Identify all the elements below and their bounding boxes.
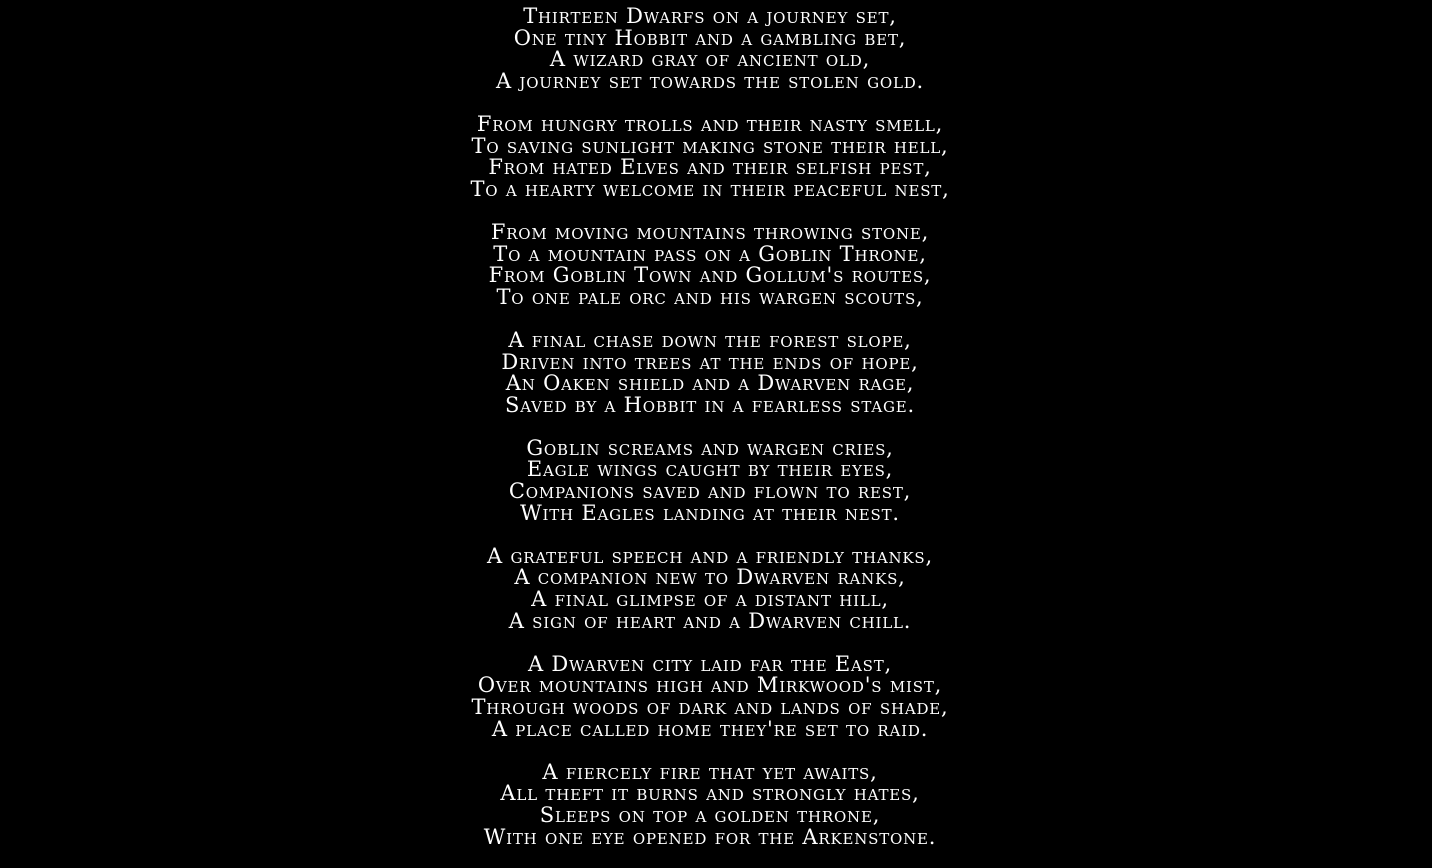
stanza-5: [0, 435, 1420, 525]
stanza-8: [0, 759, 1420, 849]
poem-line: With Eagles landing at their nest.: [520, 500, 900, 525]
poem-line: A sign of heart and a Dwarven chill.: [508, 608, 912, 633]
poem-line: A final chase down the forest slope,: [508, 327, 912, 352]
poem-line: A grateful speech and a friendly thanks,: [487, 543, 933, 568]
stanza-2: [0, 111, 1420, 201]
poem-line: Sleeps on top a golden throne,: [539, 802, 881, 827]
poem-line: To saving sunlight making stone their hell,: [471, 133, 949, 158]
poem-line: A fiercely fire that yet awaits,: [542, 759, 878, 784]
poem-line: Saved by a Hobbit in a fearless stage.: [505, 392, 915, 417]
poem-line: A final glimpse of a distant hill,: [531, 587, 889, 612]
poem-line: One tiny Hobbit and a gambling bet,: [513, 25, 907, 50]
poem-line: Driven into trees at the ends of hope,: [501, 349, 919, 374]
poem-line: Thirteen Dwarfs on a journey set,: [523, 4, 897, 28]
poem-line: From hungry trolls and their nasty smell,: [476, 111, 944, 136]
poem-line: An Oaken shield and a Dwarven rage,: [505, 371, 915, 396]
poem-line: Eagle wings caught by their eyes,: [526, 457, 894, 482]
poem-line: Over mountains high and Mirkwood's mist,: [477, 673, 943, 698]
poem-line: A journey set towards the stolen gold.: [495, 68, 925, 93]
poem-line: All theft it burns and strongly hates,: [500, 781, 920, 806]
poem-line: A Dwarven city laid far the East,: [527, 651, 893, 676]
poem-line: To a mountain pass on a Goblin Throne,: [493, 241, 927, 266]
poem-line: Through woods of dark and lands of shade,: [471, 695, 949, 719]
poem-line: To one pale orc and his wargen scouts,: [496, 284, 924, 309]
poem-line: A companion new to Dwarven ranks,: [514, 565, 906, 590]
poem-line: From hated Elves and their selfish pest,: [488, 155, 932, 180]
poem-line: Goblin screams and wargen cries,: [526, 435, 894, 460]
poem-line: From moving mountains throwing stone,: [490, 219, 930, 244]
poem-line: Companions saved and flown to rest,: [508, 479, 912, 504]
stanza-4: [0, 327, 1420, 417]
poem-text: [0, 6, 1420, 848]
poem-line: A wizard gray of ancient old,: [549, 47, 871, 72]
stanza-3: [0, 219, 1420, 309]
stanza-7: [0, 651, 1420, 741]
poem-line: A place called home they're set to raid.: [491, 716, 929, 741]
poem-line: With one eye opened for the Arkenstone.: [483, 824, 937, 849]
stanza-1: [0, 6, 1420, 92]
stanza-6: [0, 543, 1420, 633]
poem-line: From Goblin Town and Gollum's routes,: [488, 263, 932, 288]
poem-line: To a hearty welcome in their peaceful nest,: [470, 176, 950, 201]
